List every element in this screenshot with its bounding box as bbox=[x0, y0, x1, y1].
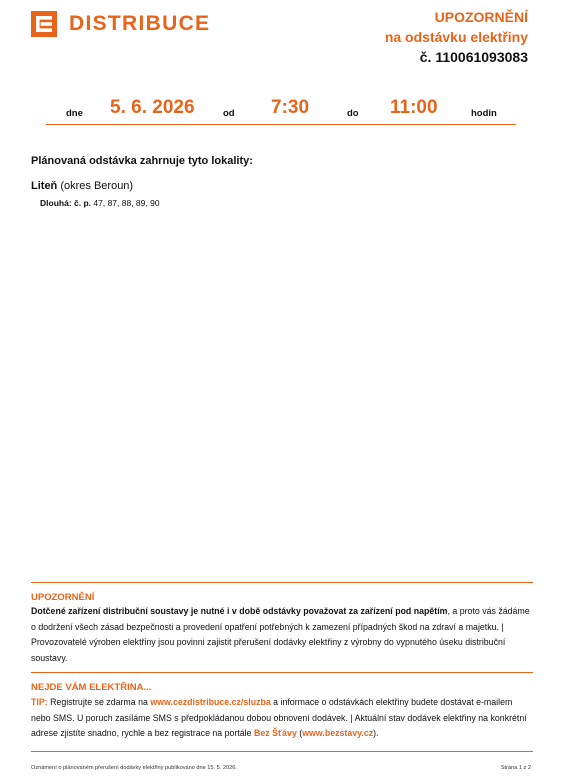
warning-text bbox=[31, 604, 534, 666]
house-prefix: č. p. bbox=[74, 198, 92, 208]
tip-title: NEJDE VÁM ELEKTŘINA... bbox=[31, 682, 152, 693]
section-divider bbox=[31, 582, 533, 583]
notice-title: UPOZORNĚNÍ bbox=[434, 9, 528, 25]
to-label: do bbox=[347, 108, 359, 119]
cez-logo-icon bbox=[31, 11, 57, 37]
outage-date-time-row bbox=[46, 96, 516, 125]
footer-divider bbox=[31, 751, 533, 752]
registration-link[interactable]: www.cezdistribuce.cz/sluzba bbox=[150, 697, 271, 707]
tip-text-part: Registrujte se zdarma na bbox=[47, 697, 151, 707]
town-district: (okres Beroun) bbox=[57, 180, 134, 192]
tip-text bbox=[31, 695, 534, 742]
street-name: Dlouhá: bbox=[40, 198, 72, 208]
page-number: Strana 1 z 2 bbox=[500, 765, 531, 771]
tip-text-part: a informace o odstávkách elektřiny budete dostávat e-mailem nebo SMS. U poruch zasíláme SMS s předpokládanou dobou obnovení dodávek. | Aktuální stav dodávek elektřiny na konkrétní adrese zjistíte snadno, rychle a bez registrace na portále bbox=[31, 697, 527, 739]
warning-body-text: , a proto vás žádáme o dodržení všech zásad bezpečnosti a provedení opatření potřebných k zamezení případných škod na zdraví a majetku. | Provozovatelé výroben elektřiny jsou povinni zajistit přerušení dodávky elektřiny z výrobny do vypnutého úseku distribuční soustavy. bbox=[31, 606, 530, 663]
logo-text: DISTRIBUCE bbox=[69, 12, 211, 35]
locations-heading: Plánovaná odstávka zahrnuje tyto lokality: bbox=[31, 155, 253, 167]
house-numbers: 47, 87, 88, 89, 90 bbox=[91, 198, 160, 208]
tip-text-part: ). bbox=[373, 728, 379, 739]
tip-label: TIP: bbox=[31, 697, 48, 707]
town-name: Liteň bbox=[31, 180, 58, 192]
bezstavy-link[interactable]: www.bezstavy.cz bbox=[302, 728, 374, 739]
outage-date: 5. 6. 2026 bbox=[110, 97, 195, 118]
from-label: od bbox=[223, 108, 235, 119]
publication-note: Oznámení o plánovaném přerušení dodávky elektřiny publikováno dne 15. 5. 2026. bbox=[31, 765, 237, 771]
location-town bbox=[31, 180, 133, 192]
tip-text-part: ( bbox=[296, 728, 303, 739]
hours-label: hodin bbox=[471, 108, 497, 119]
warning-bold-text: Dotčené zařízení distribuční soustavy je nutné i v době odstávky považovat za zařízení pod napětím bbox=[31, 606, 448, 616]
company-logo bbox=[31, 11, 210, 37]
date-label: dne bbox=[66, 108, 83, 119]
notice-number: č. 110061093083 bbox=[419, 49, 528, 65]
notice-subtitle: na odstávku elektřiny bbox=[384, 29, 528, 45]
portal-name: Bez Šťávy bbox=[253, 728, 297, 739]
time-from: 7:30 bbox=[271, 97, 310, 118]
location-street bbox=[40, 198, 160, 208]
time-to: 11:00 bbox=[390, 97, 438, 118]
section-divider bbox=[31, 672, 533, 673]
warning-title: UPOZORNĚNÍ bbox=[31, 592, 95, 603]
